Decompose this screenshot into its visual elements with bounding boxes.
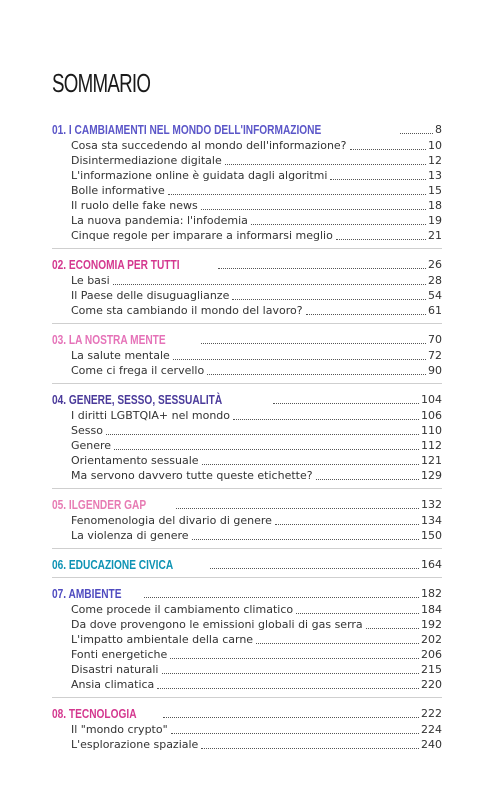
entry-title: I diritti LGBTQIA+ nel mondo	[71, 409, 231, 422]
toc-entry[interactable]	[52, 737, 442, 752]
entry-page-number: 21	[428, 229, 442, 242]
entry-title: Il Paese delle disuguaglianze	[71, 289, 230, 302]
entry-page-number: 61	[428, 304, 442, 317]
section-heading[interactable]	[52, 555, 442, 572]
leader-dots	[330, 179, 426, 180]
entry-page-number: 10	[428, 139, 442, 152]
entry-page-number: 202	[421, 633, 442, 646]
toc-entry[interactable]	[52, 198, 442, 213]
entry-page-number: 12	[428, 154, 442, 167]
leader-dots	[296, 613, 419, 614]
toc-entry[interactable]	[52, 228, 442, 243]
entry-page-number: 72	[428, 349, 442, 362]
toc-entry[interactable]	[52, 273, 442, 288]
leader-dots	[207, 374, 426, 375]
entry-page-number: 54	[428, 289, 442, 302]
leader-dots	[163, 717, 419, 718]
entry-title: Ansia climatica	[71, 678, 155, 691]
section-title-text: EDUCAZIONE CIVICA	[68, 557, 174, 572]
toc-section	[52, 248, 442, 318]
section-title	[52, 258, 180, 272]
toc-entry[interactable]	[52, 438, 442, 453]
section-number: 03.	[52, 332, 69, 347]
entry-title: L'impatto ambientale della carne	[71, 633, 254, 646]
section-title	[52, 587, 121, 601]
entry-title: Il "mondo crypto"	[71, 723, 168, 736]
toc-entry[interactable]	[52, 722, 442, 737]
entry-title: La violenza di genere	[71, 529, 189, 542]
page-title: SOMMARIO	[52, 68, 151, 98]
section-number: 07.	[52, 586, 69, 601]
section-title-text: TECNOLOGIA	[68, 706, 137, 721]
toc-entry[interactable]	[52, 468, 442, 483]
entry-title: Sesso	[71, 424, 103, 437]
leader-dots	[316, 479, 419, 480]
section-number: 02.	[52, 257, 69, 272]
leader-dots	[251, 224, 426, 225]
section-number: 04.	[52, 392, 69, 407]
toc-entry[interactable]	[52, 632, 442, 647]
entry-title: Come ci frega il cervello	[71, 364, 205, 377]
section-number: 08.	[52, 706, 69, 721]
entry-page-number: 192	[421, 618, 442, 631]
toc-section	[52, 548, 442, 572]
section-title	[52, 123, 321, 137]
entry-title: Disastri naturali	[71, 663, 159, 676]
section-title-text: I CAMBIAMENTI NEL MONDO DELL'INFORMAZIONE	[68, 122, 322, 137]
section-title-text: ECONOMIA PER TUTTI	[68, 257, 180, 272]
entry-page-number: 18	[428, 199, 442, 212]
leader-dots	[170, 658, 419, 659]
entry-title: Come sta cambiando il mondo del lavoro?	[71, 304, 303, 317]
entry-title: Come procede il cambiamento climatico	[71, 603, 294, 616]
entry-title: Cinque regole per imparare a informarsi meglio	[71, 229, 333, 242]
entry-title: Disintermediazione digitale	[71, 154, 222, 167]
entry-page-number: 121	[421, 454, 442, 467]
leader-dots	[201, 343, 426, 344]
leader-dots	[171, 733, 419, 734]
toc-entry[interactable]	[52, 183, 442, 198]
leader-dots	[336, 239, 426, 240]
entry-title: Il ruolo delle fake news	[71, 199, 198, 212]
toc-section	[52, 488, 442, 543]
entry-page-number: 134	[421, 514, 442, 527]
toc-entry[interactable]	[52, 138, 442, 153]
section-heading[interactable]	[52, 495, 442, 512]
entry-page-number: 220	[421, 678, 442, 691]
entry-page-number: 112	[421, 439, 442, 452]
leader-dots	[233, 419, 419, 420]
entry-title: Da dove provengono le emissioni globali di gas serra	[71, 618, 363, 631]
section-title	[52, 393, 222, 407]
toc-entry[interactable]	[52, 647, 442, 662]
section-title	[52, 707, 137, 721]
leader-dots	[306, 314, 426, 315]
entry-title: L'esplorazione spaziale	[71, 738, 199, 751]
leader-dots	[176, 508, 419, 509]
leader-dots	[168, 194, 426, 195]
leader-dots	[232, 299, 426, 300]
leader-dots	[144, 597, 419, 598]
section-number: 01.	[52, 122, 69, 137]
entry-title: La salute mentale	[71, 349, 170, 362]
leader-dots	[201, 748, 419, 749]
entry-page-number: 19	[428, 214, 442, 227]
section-divider	[52, 488, 442, 489]
entry-title: Genere	[71, 439, 112, 452]
section-page-number: 164	[421, 558, 442, 571]
section-divider	[52, 248, 442, 249]
toc-section	[52, 577, 442, 692]
entry-title: L'informazione online è guidata dagli algoritmi	[71, 169, 328, 182]
section-page-number: 26	[428, 258, 442, 271]
section-title-text: GENERE, SESSO, SESSUALITÀ	[68, 392, 223, 407]
toc-entry[interactable]	[52, 168, 442, 183]
section-page-number: 104	[421, 393, 442, 406]
section-heading[interactable]	[52, 390, 442, 407]
section-heading[interactable]	[52, 584, 442, 601]
toc-entry[interactable]	[52, 408, 442, 423]
toc-entry[interactable]	[52, 303, 442, 318]
section-title	[52, 558, 173, 572]
leader-dots	[106, 434, 419, 435]
toc-section	[52, 323, 442, 378]
toc-entry[interactable]	[52, 513, 442, 528]
leader-dots	[273, 403, 419, 404]
leader-dots	[157, 688, 419, 689]
leader-dots	[366, 628, 419, 629]
leader-dots	[173, 359, 426, 360]
entry-page-number: 13	[428, 169, 442, 182]
section-title-text: LA NOSTRA MENTE	[68, 332, 166, 347]
entry-title: La nuova pandemia: l'infodemia	[71, 214, 248, 227]
toc-entry[interactable]	[52, 602, 442, 617]
section-divider	[52, 548, 442, 549]
section-number: 05.	[52, 497, 69, 512]
section-divider	[52, 697, 442, 698]
section-page-number: 8	[435, 123, 442, 136]
entry-title: Orientamento sessuale	[71, 454, 199, 467]
section-divider	[52, 323, 442, 324]
entry-page-number: 150	[421, 529, 442, 542]
entry-title: Cosa sta succedendo al mondo dell'informazione?	[71, 139, 347, 152]
section-page-number: 70	[428, 333, 442, 346]
leader-dots	[201, 209, 426, 210]
section-page-number: 182	[421, 587, 442, 600]
toc-entry[interactable]	[52, 662, 442, 677]
entry-page-number: 106	[421, 409, 442, 422]
toc-entry[interactable]	[52, 677, 442, 692]
entry-page-number: 184	[421, 603, 442, 616]
entry-page-number: 129	[421, 469, 442, 482]
section-page-number: 132	[421, 498, 442, 511]
toc-entry[interactable]	[52, 423, 442, 438]
leader-dots	[218, 268, 426, 269]
toc-entry[interactable]	[52, 348, 442, 363]
toc-entry[interactable]	[52, 528, 442, 543]
entry-page-number: 215	[421, 663, 442, 676]
entry-title: Fonti energetiche	[71, 648, 168, 661]
leader-dots	[114, 449, 419, 450]
toc-entry[interactable]	[52, 288, 442, 303]
toc-entry[interactable]	[52, 213, 442, 228]
entry-page-number: 206	[421, 648, 442, 661]
section-title-text: AMBIENTE	[68, 586, 122, 601]
section-heading[interactable]	[52, 120, 442, 137]
leader-dots	[202, 464, 419, 465]
entry-page-number: 28	[428, 274, 442, 287]
toc-section	[52, 383, 442, 483]
entry-page-number: 224	[421, 723, 442, 736]
leader-dots	[210, 568, 419, 569]
table-of-contents	[52, 120, 442, 752]
section-divider	[52, 383, 442, 384]
toc-section	[52, 120, 442, 243]
entry-title: Fenomenologia del divario di genere	[71, 514, 272, 527]
leader-dots	[225, 164, 426, 165]
leader-dots	[400, 133, 433, 134]
section-title	[52, 333, 166, 347]
toc-entry[interactable]	[52, 617, 442, 632]
entry-page-number: 15	[428, 184, 442, 197]
section-divider	[52, 577, 442, 578]
toc-entry[interactable]	[52, 363, 442, 378]
section-heading[interactable]	[52, 330, 442, 347]
leader-dots	[350, 149, 426, 150]
section-title	[52, 498, 146, 512]
section-number: 06.	[52, 557, 69, 572]
leader-dots	[162, 673, 420, 674]
section-page-number: 222	[421, 707, 442, 720]
leader-dots	[113, 284, 426, 285]
section-heading[interactable]	[52, 704, 442, 721]
toc-section	[52, 697, 442, 752]
entry-title: Ma servono davvero tutte queste etichette?	[71, 469, 313, 482]
entry-page-number: 240	[421, 738, 442, 751]
section-heading[interactable]	[52, 255, 442, 272]
entry-page-number: 110	[421, 424, 442, 437]
toc-entry[interactable]	[52, 153, 442, 168]
leader-dots	[256, 643, 419, 644]
entry-title: Le basi	[71, 274, 110, 287]
entry-page-number: 90	[428, 364, 442, 377]
section-title-text: ILGENDER GAP	[68, 497, 147, 512]
leader-dots	[275, 524, 419, 525]
entry-title: Bolle informative	[71, 184, 165, 197]
leader-dots	[192, 539, 419, 540]
toc-entry[interactable]	[52, 453, 442, 468]
